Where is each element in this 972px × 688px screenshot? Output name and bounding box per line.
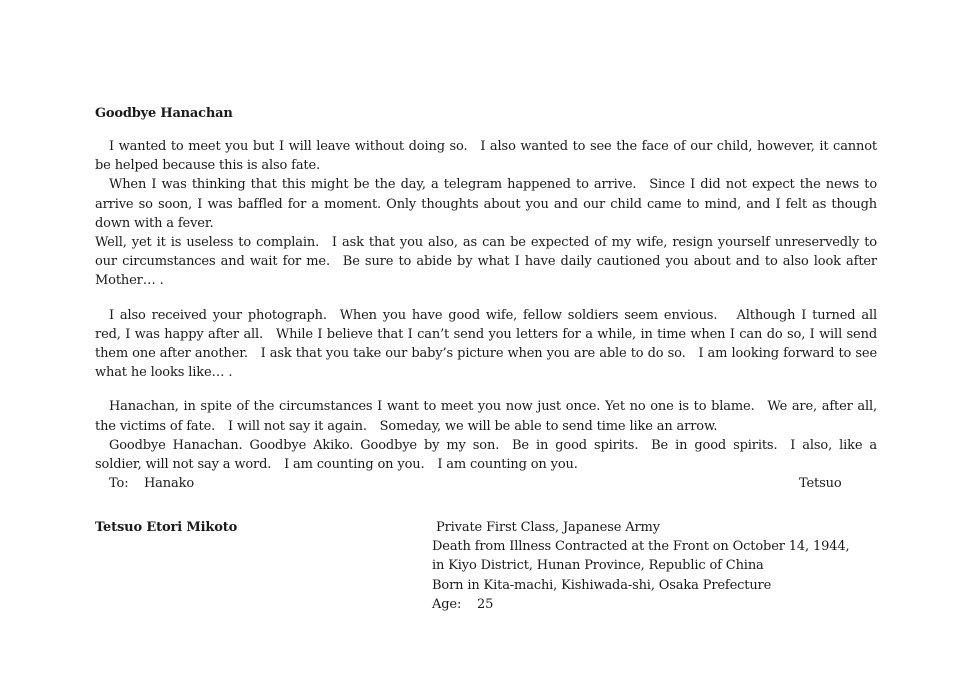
soldier-name: Tetsuo Etori Mikoto xyxy=(95,520,238,535)
letter-paragraph-3: Well, yet it is useless to complain. I ask that you also, as can be expected of my wife, resign yourself unreservedly to our circumstances and wait for me. Be sure to abide by what I have daily cautioned you about and to also look after Mother… . xyxy=(95,235,877,289)
age-value: 25 xyxy=(477,596,494,612)
letter-paragraph-1: I wanted to meet you but I will leave without doing so. I also wanted to see the face of our child, however, it cannot be helped because this is also fate. xyxy=(95,139,877,174)
age-line xyxy=(432,595,849,614)
death-place: in Kiyo District, Hunan Province, Republic of China xyxy=(432,558,764,574)
signature-line xyxy=(95,474,877,493)
soldier-details xyxy=(432,518,849,614)
letter-title: Goodbye Hanachan xyxy=(95,106,233,121)
recipient-name: Hanako xyxy=(144,476,195,492)
age-label: Age: xyxy=(432,596,462,612)
soldier-profile xyxy=(95,518,877,618)
letter-paragraph-4: I also received your photograph. When you have good wife, fellow soldiers seem envious. Although I turned all red, I was happy after all. While I believe that I can’t send you letters for a while, in time when I can do so, I will send them one after another. I ask that you take our baby’s picture when you are able to do so. I am looking forward to see what he looks like… . xyxy=(95,307,877,381)
soldier-rank: Private First Class, Japanese Army xyxy=(436,520,660,535)
letter-paragraph-2: When I was thinking that this might be the day, a telegram happened to arrive. Since I did not expect the news to arrive so soon, I was baffled for a moment. Only thoughts about you and our child came to mind, and I felt as though down with a fever. xyxy=(95,177,877,231)
letter xyxy=(95,104,877,493)
sender-name: Tetsuo xyxy=(799,476,842,492)
letter-paragraph-6: Goodbye Hanachan. Goodbye Akiko. Goodbye by my son. Be in good spirits. Be in good spirits. I also, like a soldier, will not say a word. I am counting on you. I am counting on you. xyxy=(95,437,877,473)
letter-paragraph-5: Hanachan, in spite of the circumstances I want to meet you now just once. Yet no one is to blame. We are, after all, the victims of fate. I will not say it again. Someday, we will be able to send time like an arrow. xyxy=(95,399,877,434)
birthplace: Born in Kita-machi, Kishiwada-shi, Osaka Prefecture xyxy=(432,577,772,593)
recipient-label: To: xyxy=(109,476,129,492)
death-record: Death from Illness Contracted at the Front on October 14, 1944, xyxy=(432,539,850,555)
